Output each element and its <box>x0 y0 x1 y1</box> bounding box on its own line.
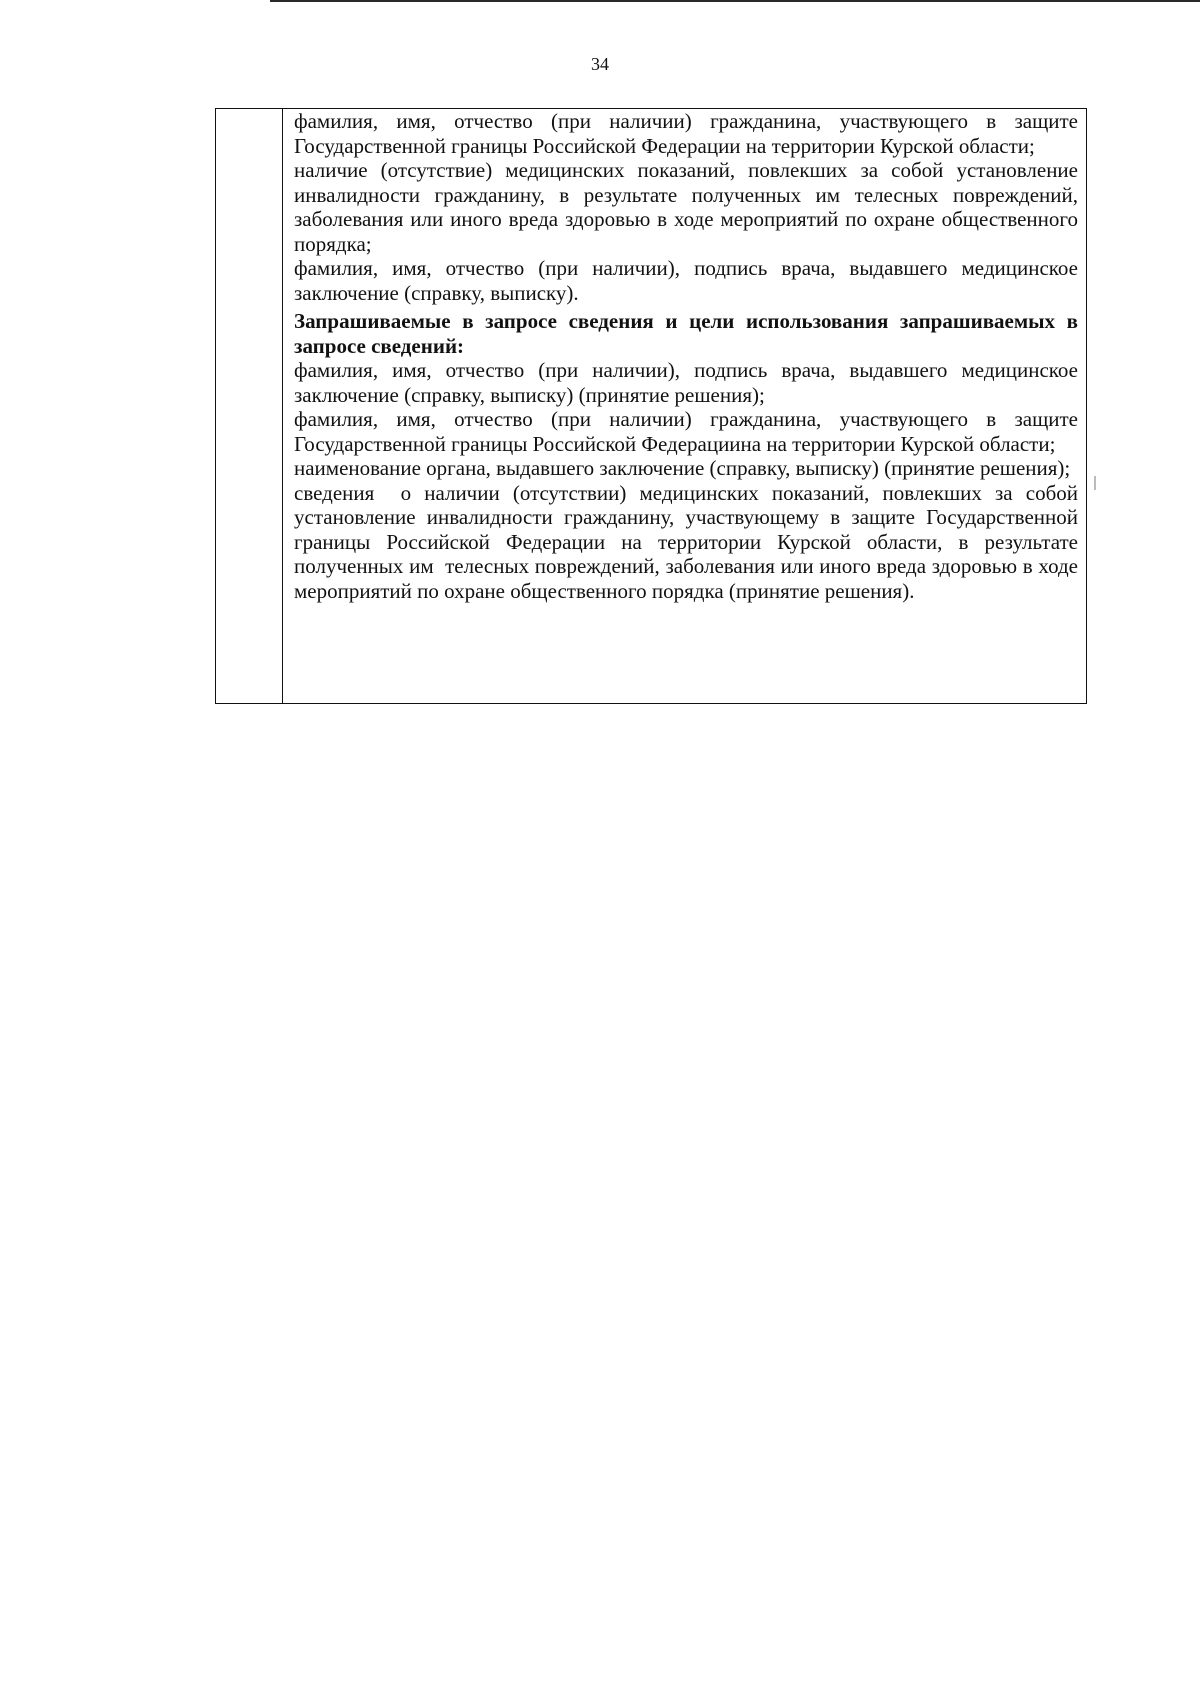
paragraph-medical-indications: наличие (отсутствие) медицинских показаний, повлекших за собой установление инвалидности гражданину, в результате полученных им телесных повреждений, заболевания или иного вреда здоровью в ходе мероприятий по охране общественного порядка; <box>294 158 1084 256</box>
paragraph-citizen-name: фамилия, имя, отчество (при наличии) гражданина, участвующего в защите Государственной границы Российской Федерации на территории Курской области; <box>294 109 1084 158</box>
scan-top-edge-line <box>270 0 1200 2</box>
table-cell-left <box>216 109 282 703</box>
paragraph-requested-organ: наименование органа, выдавшего заключение (справку, выписку) (принятие решения); <box>294 456 1071 480</box>
paragraph-doctor-signature: фамилия, имя, отчество (при наличии), подпись врача, выдавшего медицинское заключение (справку, выписку). <box>294 256 1084 305</box>
paragraph-requested-doctor: фамилия, имя, отчество (при наличии), подпись врача, выдавшего медицинское заключение (справку, выписку) (принятие решения); <box>294 358 1084 407</box>
paragraph-requested-info-heading: Запрашиваемые в запросе сведения и цели использования запрашиваемых в запросе сведений: <box>294 309 1084 358</box>
paragraph-requested-citizen: фамилия, имя, отчество (при наличии) гражданина, участвующего в защите Государственной границы Российской Федерациина на территории Курской области; <box>294 407 1084 456</box>
scan-margin-mark <box>1094 476 1096 490</box>
page-number: 34 <box>591 54 609 74</box>
document-table <box>215 108 1087 704</box>
table-column-divider <box>282 109 283 703</box>
paragraph-requested-medical-info: сведения о наличии (отсутствии) медицинских показаний, повлекших за собой установление инвалидности гражданину, участвующему в защите Государственной границы Российской Федерации на территории Курской области, в результате полученных им телесных повреждений, заболевания или иного вреда здоровью в ходе мероприятий по охране общественного порядка (принятие решения). <box>294 480 1084 603</box>
table-cell-right <box>294 109 1084 703</box>
